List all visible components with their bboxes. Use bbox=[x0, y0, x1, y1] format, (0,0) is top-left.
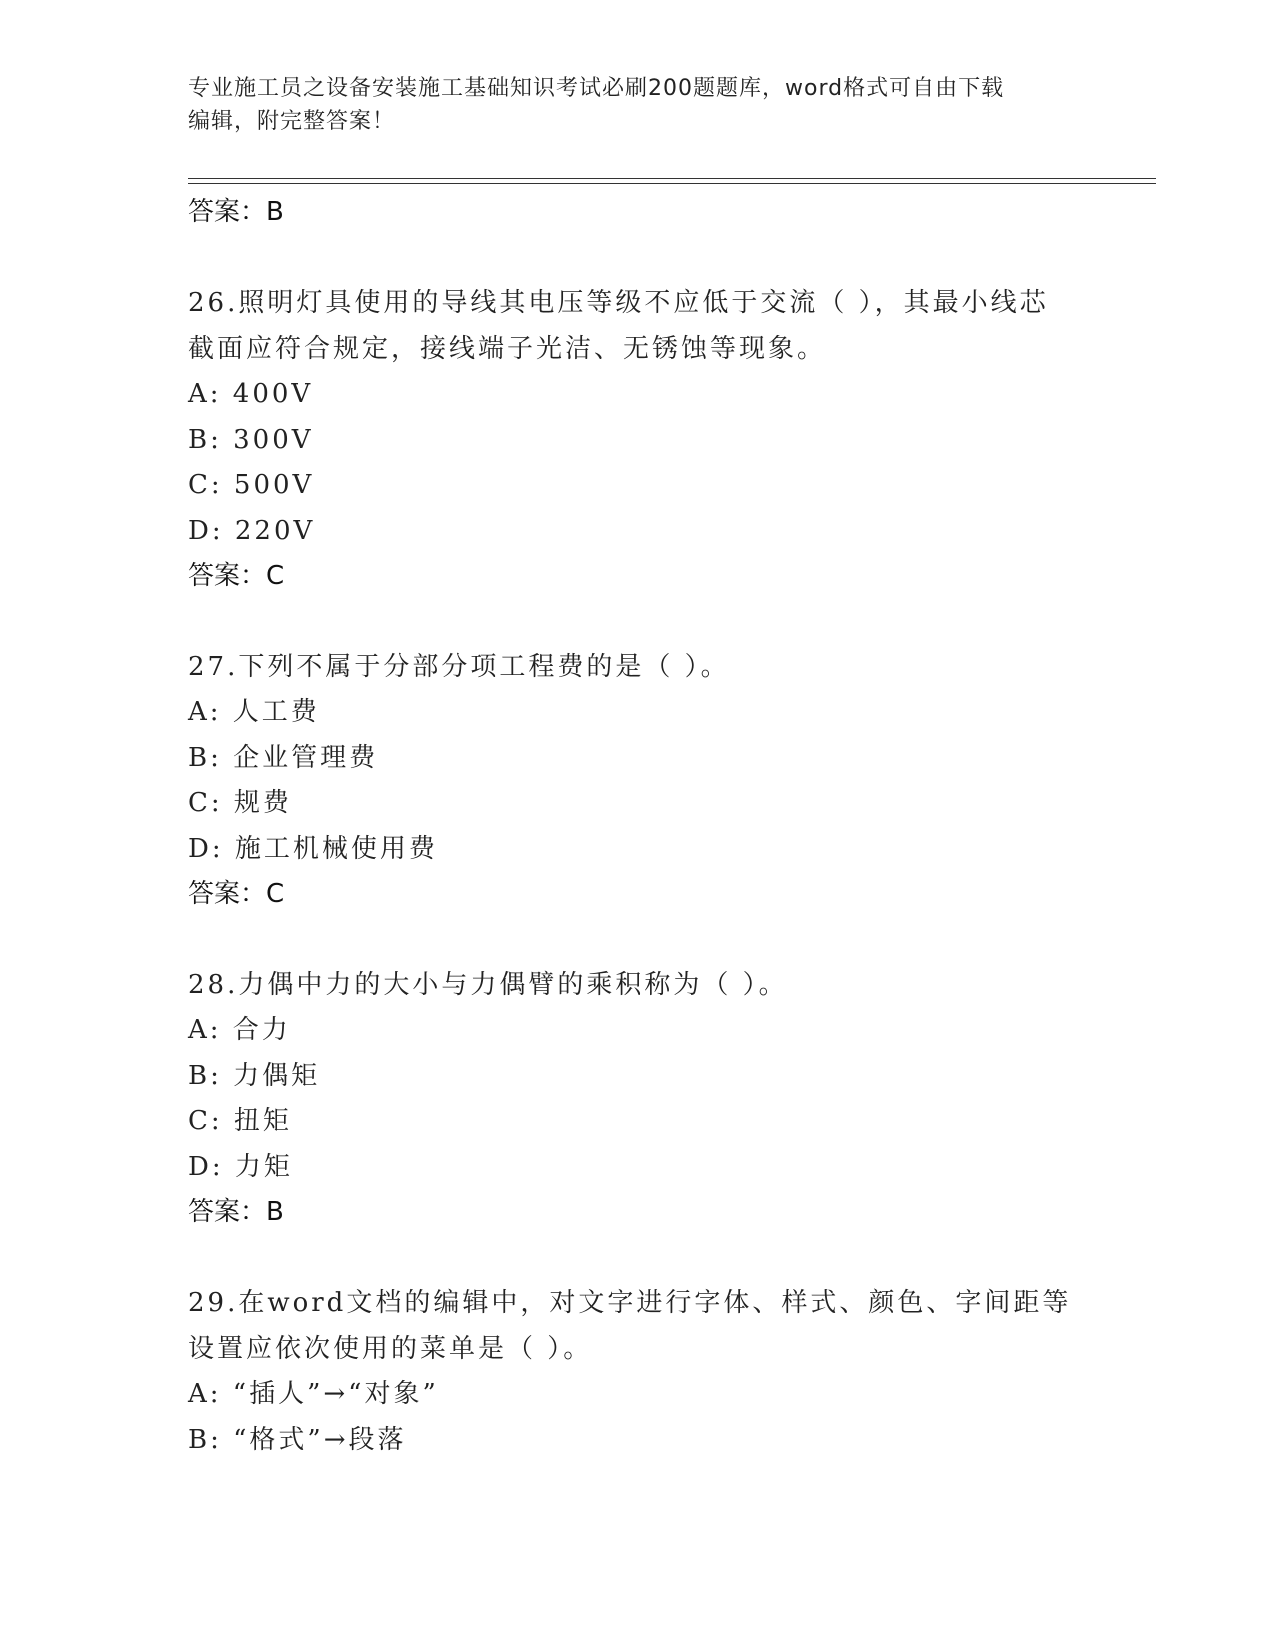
question-stem-line: 29.在word文档的编辑中，对文字进行字体、样式、颜色、字间距等 bbox=[188, 1288, 1072, 1318]
question-29 bbox=[188, 1280, 1088, 1463]
option-a: A: “插人”→“对象” bbox=[188, 1379, 439, 1409]
question-26 bbox=[188, 280, 1088, 599]
header-divider-top bbox=[188, 178, 1156, 179]
option-b: B: “格式”→段落 bbox=[188, 1424, 407, 1455]
option-c: C: 规费 bbox=[188, 788, 292, 818]
option-c: C: 扭矩 bbox=[188, 1106, 292, 1136]
question-27 bbox=[188, 644, 1088, 917]
option-d: D: 施工机械使用费 bbox=[188, 833, 438, 864]
document-header bbox=[188, 72, 1088, 138]
question-stem-line: 设置应依次使用的菜单是（ ）。 bbox=[188, 1334, 593, 1364]
question-stem-line: 26.照明灯具使用的导线其电压等级不应低于交流（ ），其最小线芯 bbox=[188, 288, 1049, 318]
previous-answer: 答案：B bbox=[188, 197, 284, 227]
header-title-line-1: 专业施工员之设备安装施工基础知识考试必刷200题题库，word格式可自由下载 bbox=[188, 76, 1005, 101]
question-stem-line: 27.下列不属于分部分项工程费的是（ ）。 bbox=[188, 652, 730, 682]
header-title-line-2: 编辑，附完整答案！ bbox=[188, 109, 396, 134]
spacer bbox=[188, 235, 1088, 280]
answer: 答案：B bbox=[188, 1197, 284, 1227]
question-list bbox=[188, 190, 1088, 1463]
spacer bbox=[188, 599, 1088, 644]
option-a: A: 人工费 bbox=[188, 697, 320, 727]
answer: 答案：C bbox=[188, 879, 285, 909]
question-stem-line: 截面应符合规定，接线端子光洁、无锈蚀等现象。 bbox=[188, 334, 827, 364]
option-b: B: 力偶矩 bbox=[188, 1060, 321, 1091]
option-b: B: 企业管理费 bbox=[188, 742, 379, 773]
answer: 答案：C bbox=[188, 561, 285, 591]
option-d: D: 220V bbox=[188, 515, 316, 546]
spacer bbox=[188, 917, 1088, 962]
option-d: D: 力矩 bbox=[188, 1151, 293, 1182]
option-a: A: 合力 bbox=[188, 1015, 291, 1045]
option-a: A: 400V bbox=[188, 379, 314, 409]
spacer bbox=[188, 1235, 1088, 1280]
option-b: B: 300V bbox=[188, 424, 314, 455]
question-28 bbox=[188, 962, 1088, 1235]
option-c: C: 500V bbox=[188, 470, 315, 500]
question-stem-line: 28.力偶中力的大小与力偶臂的乘积称为（ ）。 bbox=[188, 970, 788, 1000]
header-divider-bottom bbox=[188, 183, 1156, 184]
